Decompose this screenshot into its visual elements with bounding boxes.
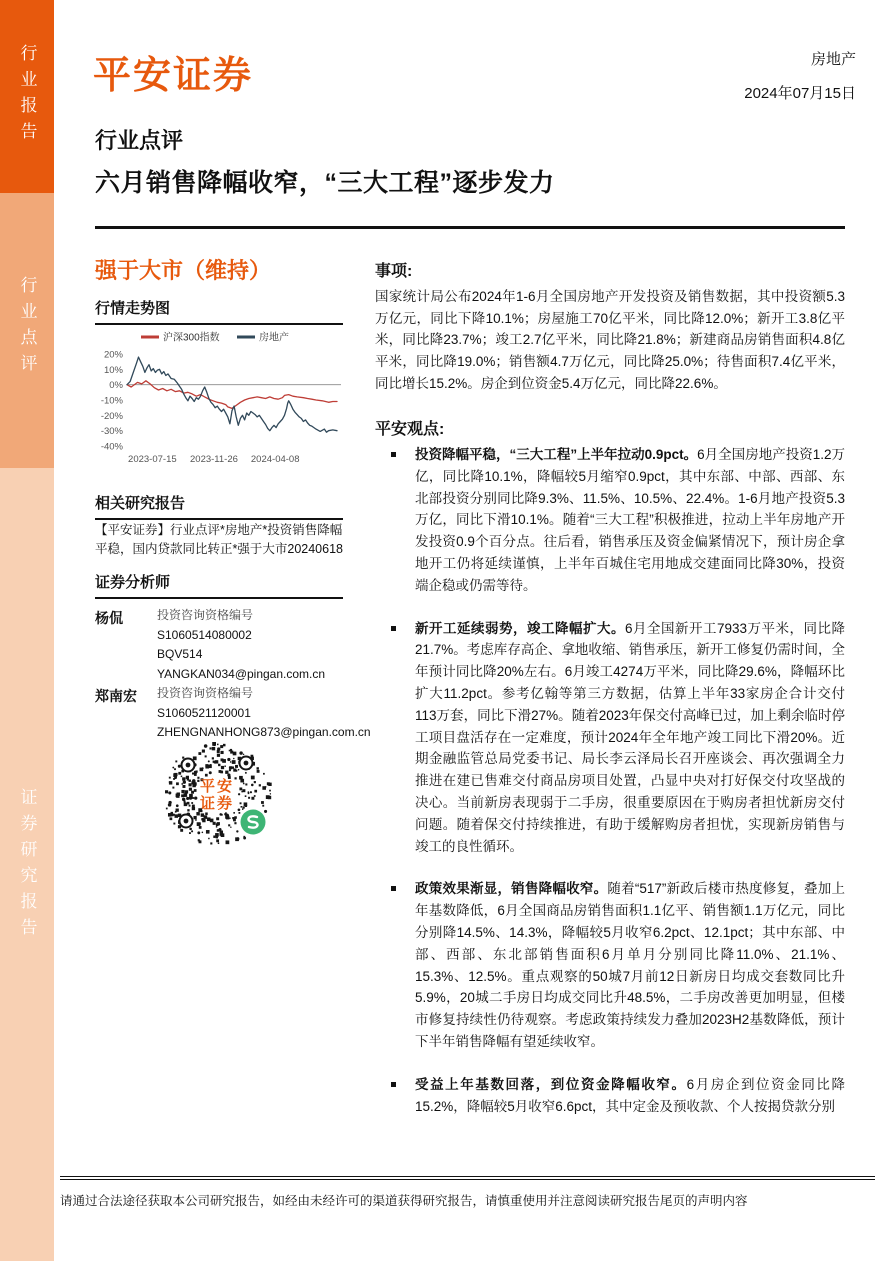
opinion-text: 新开工延续弱势，竣工降幅扩大。6月全国新开工7933万平米，同比降21.7%。考虑库存高企、拿地收缩、销售承压，新开工修复仍需时间，全年预计同比降20%左右。6月竣工4274万平米，同比降29.6%，降幅环比扩大11.2pct。参考亿翰等第三方数据，估算上半年33家房企合计交付113万套，同比下滑27%。随着2023年保交付高峰已过，加上剩余临时停工项目盘活存在一定难度，预计2024年全年地产竣工同比下滑20%。近期金融监管总局党委书记、局长李云泽局长召开座谈会、再次强调全力推进在建已售难交付商品房项目处置，凸显中央对打好保交付攻坚战的决心。当前新房表现弱于二手房，很重要原因在于购房者担忧新房交付问题。随着保交付持续推进，有助于缓解购房者担忧，实现新房销售与竣工的良性循环。 [415, 620, 846, 854]
opinions-list [375, 444, 845, 1138]
related-reports-list [95, 521, 351, 558]
analyst-name: 杨侃 [95, 610, 123, 626]
bullet-square-icon [391, 1082, 396, 1087]
related-report-item: 【平安证券】行业点评*房地产*投资销售降幅平稳，国内贷款同比转正*强于大市20240618 [95, 523, 343, 556]
opinion-lead: 新开工延续弱势，竣工降幅扩大。 [415, 620, 625, 636]
related-reports-heading: 相关研究报告 [95, 492, 343, 520]
svg-text:2023-11-26: 2023-11-26 [190, 454, 238, 465]
analyst [95, 606, 357, 684]
report-type: 行业点评 [95, 128, 184, 153]
brand-logo: 平安证券 [93, 55, 254, 97]
legend-label: 沪深300指数 [163, 332, 220, 344]
matters-heading: 事项: [375, 263, 413, 280]
opinion-item [375, 878, 845, 1052]
analyst-details [157, 606, 325, 684]
trend-chart-heading: 行情走势图 [95, 297, 343, 325]
industry-category: 房地产 [810, 51, 856, 68]
analyst-name: 郑南宏 [95, 688, 137, 704]
analyst-code: BQV514 [157, 647, 203, 661]
report-date: 2024年07月15日 [744, 85, 856, 102]
opinion-item [375, 1074, 845, 1118]
footer-divider [60, 1176, 875, 1180]
opinion-item [375, 618, 845, 858]
legend-label: 房地产 [259, 332, 289, 344]
analyst [95, 684, 371, 743]
opinion-lead: 政策效果渐显，销售降幅收窄。 [415, 881, 608, 897]
sidebar-label-industry-comment: 行业点评 [17, 276, 37, 380]
qr-center-text-line2: 证券 [199, 795, 235, 812]
svg-text:2024-04-08: 2024-04-08 [250, 454, 300, 465]
bullet-square-icon [391, 452, 396, 457]
opinion-text: 投资降幅平稳，“三大工程”上半年拉动0.9pct。6月全国房地产投资1.2万亿，同比降10.1%，降幅较5月缩窄0.9pct，其中东部、中部、西部、东北部投资分别同比降9.3%、11.5%、10.5%、22.4%。1-6月地产投资5.3万亿，同比下滑10.1%。随着“三大工程”积极推进，拉动上半年房地产开发投资0.9个百分点。往后看，销售承压及资金偏紧情况下，预计房企拿地开工仍将延续谨慎，上半年百城住宅用地成交建面同比降30%，投资端企稳或仍需等待。 [415, 447, 845, 593]
analyst-email: ZHENGNANHONG873@pingan.com.cn [157, 725, 371, 739]
analyst-details [157, 684, 371, 743]
analyst-cred-no: S1060514080002 [157, 627, 252, 642]
analysts-list [95, 606, 371, 743]
bullet-square-icon [391, 886, 396, 891]
opinion-text: 受益上年基数回落，到位资金降幅收窄。6月房企到位资金同比降15.2%，降幅较5月收窄6.6pct，其中定金及预收款、个人按揭贷款分别 [415, 1076, 846, 1114]
rating-badge: 强于大市（维持） [95, 258, 272, 283]
svg-text:-40%: -40% [100, 441, 123, 453]
sidebar-label-industry-report: 行业报告 [17, 44, 37, 148]
opinion-text: 政策效果渐显，销售降幅收窄。随着“517”新政后楼市热度修复，叠加上年基数降低，6月全国商品房销售面积1.1亿平、销售额1.1万亿元，同比分别降14.5%、14.3%，降幅较5月收窄6.2pct、12.1pct；其中东部、中部、西部、东北部销售面积6月单月分别同比降11.0%、21.1%、15.3%、12.5%。重点观察的50城7月前12日新房日均成交套数同比升5.9%，20城二手房日均成交同比升48.5%，二手房改善更加明显，但楼市修复持续性仍待观察。考虑政策持续发力叠加2023H2基数降低，预计下半年销售降幅有望延续收窄。 [415, 881, 846, 1049]
analyst-cred-label: 投资咨询资格编号 [157, 608, 254, 622]
header-divider [95, 226, 845, 229]
footer-disclaimer: 请通过合法途径获取本公司研究报告，如经由未经许可的渠道获得研究报告，请慎重使用并注意阅读研究报告尾页的声明内容 [60, 1194, 748, 1208]
sidebar-label-research-report: 证券研究报告 [17, 788, 37, 944]
qr-code-image [155, 738, 279, 856]
matters-body: 国家统计局公布2024年1-6月全国房地产开发投资及销售数据，其中投资额5.3万亿元，同比下降10.1%；房屋施工70亿平米，同比降12.0%；新开工3.8亿平米，同比降23.7%；竣工2.7亿平米，同比降21.8%；新建商品房销售面积4.8亿平米，同比降19.0%；销售额4.7万亿元，同比降25.0%；待售面积7.4亿平米，同比增长15.2%。房企到位资金5.4万亿元，同比降22.6%。 [375, 289, 845, 391]
opinion-item [375, 444, 845, 597]
page-title: 六月销售降幅收窄，“三大工程”逐步发力 [95, 169, 555, 197]
svg-text:0%: 0% [109, 380, 123, 392]
svg-text:-10%: -10% [100, 395, 123, 407]
qr-center-text-line1: 平安 [199, 778, 235, 795]
opinion-lead: 投资降幅平稳，“三大工程”上半年拉动0.9pct。 [415, 447, 698, 462]
opinion-lead: 受益上年基数回落，到位资金降幅收窄。 [415, 1076, 687, 1092]
svg-text:10%: 10% [103, 364, 123, 376]
trend-chart [95, 328, 343, 478]
opinions-heading: 平安观点: [375, 421, 445, 438]
svg-text:2023-07-15: 2023-07-15 [128, 454, 177, 465]
analyst-email: YANGKAN034@pingan.com.cn [157, 666, 326, 681]
svg-text:-20%: -20% [100, 410, 123, 422]
analyst-cred-label: 投资咨询资格编号 [157, 686, 254, 700]
bullet-square-icon [391, 626, 396, 631]
qr-code [155, 738, 279, 861]
analysts-heading: 证券分析师 [95, 571, 343, 599]
svg-text:20%: 20% [103, 349, 123, 361]
svg-text:-30%: -30% [100, 426, 123, 438]
analyst-cred-no: S1060521120001 [157, 705, 251, 720]
